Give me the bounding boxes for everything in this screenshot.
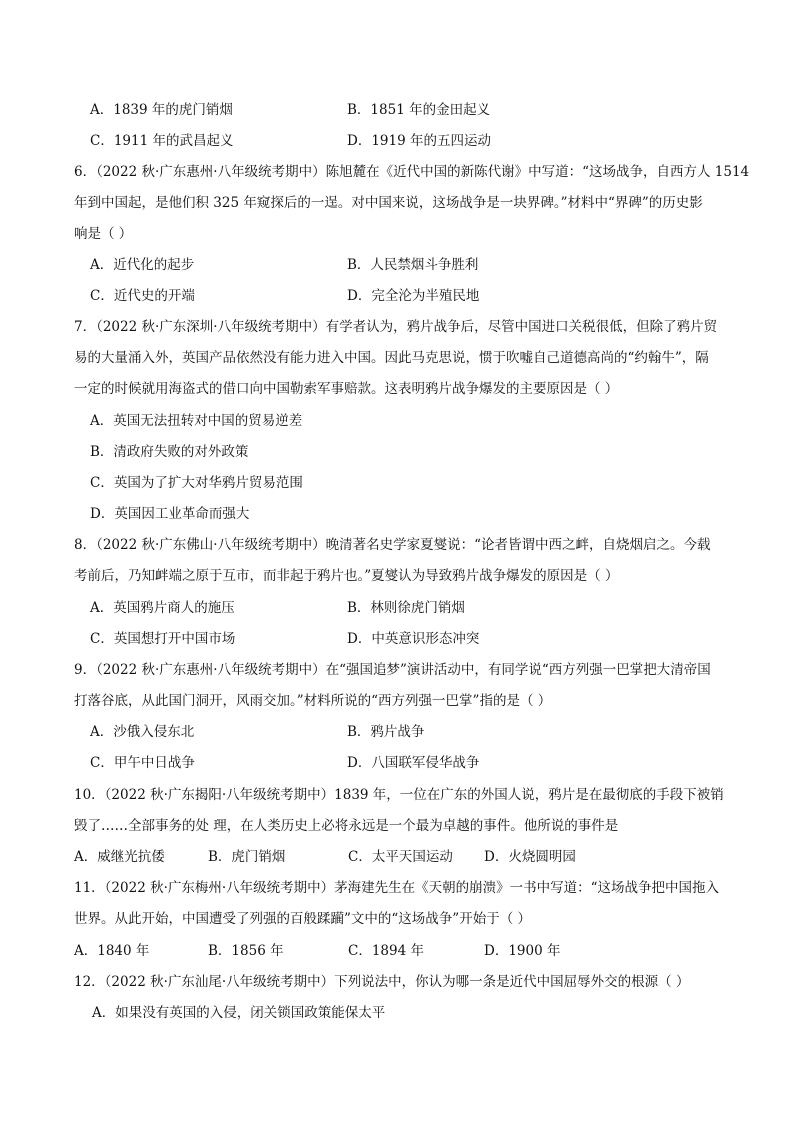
q9-option-b: B．鸦片战争 [347,724,425,740]
q7-option-c: C．英国为了扩大对华鸦片贸易范围 [90,475,303,491]
q11-option-c: C．1894 年 [348,943,424,959]
q12-option-a: A．如果没有英国的入侵，闭关锁国政策能保太平 [92,1005,386,1021]
q11-option-b: B．1856 年 [208,943,284,959]
q8-stem-line-1: 8．（2022 秋·广东佛山·八年级统考期中）晚清著名史学家夏燮说：“论者皆谓中西之衅，自烧烟启之。今载 [74,537,711,553]
q5-option-b: B．1851 年的金田起义 [347,102,491,118]
q7-stem-line-2: 易的大量涌入外，英国产品依然没有能力进入中国。因此马克思说，惯于吹嘘自己道德高尚的“约翰牛”，隔 [74,350,709,366]
q8-option-d: D．中英意识形态冲突 [347,631,480,647]
q8-stem-line-2: 考前后，乃知衅端之原于互市，而非起于鸦片也。”夏燮认为导致鸦片战争爆发的原因是（ ） [74,568,619,584]
q7-option-b: B．清政府失败的对外政策 [90,444,249,460]
q10-stem-line-2: 毁了……全部事务的处 理，在人类历史上必将永远是一个最为卓越的事件。他所说的事件是 [74,818,619,834]
q6-stem-line-1: 6．（2022 秋·广东惠州·八年级统考期中）陈旭麓在《近代中国的新陈代谢》中写道：“这场战争，自西方人 1514 [74,164,750,180]
q6-option-b: B．人民禁烟斗争胜利 [347,257,479,273]
q6-option-c: C．近代史的开端 [90,288,195,304]
q8-option-b: B．林则徐虎门销烟 [347,600,465,616]
q7-stem-line-1: 7．（2022 秋·广东深圳·八年级统考期中）有学者认为，鸦片战争后，尽管中国进口关税很低，但除了鸦片贸 [74,319,718,335]
q10-option-d: D．火烧圆明园 [484,849,576,865]
q11-stem-line-1: 11．（2022 秋·广东梅州·八年级统考期中）茅海建先生在《天朝的崩溃》一书中写道：“这场战争把中国拖入 [74,880,720,896]
q11-stem-line-2: 世界。从此开始，中国遭受了列强的百般蹂躏”文中的“这场战争”开始于（ ） [74,911,531,927]
q7-option-a: A．英国无法扭转对中国的贸易逆差 [90,413,303,429]
q11-option-a: A．1840 年 [74,943,150,959]
q10-stem-line-1: 10．（2022 秋·广东揭阳·八年级统考期中）1839 年，一位在广东的外国人说，鸦片是在最彻底的手段下被销 [74,787,724,803]
q9-option-c: C．甲午中日战争 [90,755,195,771]
q8-option-c: C．英国想打开中国市场 [90,631,236,647]
q5-option-d: D．1919 年的五四运动 [347,133,491,149]
q10-option-c: C．太平天国运动 [348,849,453,865]
q7-option-d: D．英国因工业革命而强大 [90,506,250,522]
q6-option-a: A．近代化的起步 [90,257,195,273]
q10-option-b: B．虎门销烟 [208,849,286,865]
q11-option-d: D．1900 年 [484,943,561,959]
q9-option-a: A．沙俄入侵东北 [90,724,195,740]
q9-stem-line-1: 9．（2022 秋·广东惠州·八年级统考期中）在“强国追梦”演讲活动中，有同学说“西方列强一巴掌把大清帝国 [74,662,711,678]
q6-stem-line-2: 年到中国起，是他们积 325 年窥探后的一逞。对中国来说，这场战争是一块界碑。”材料中“界碑”的历史影 [74,195,703,211]
q6-stem-line-3: 响是（ ） [74,226,133,242]
q6-option-d: D．完全沦为半殖民地 [347,288,480,304]
q9-option-d: D．八国联军侵华战争 [347,755,480,771]
q7-stem-line-3: 一定的时候就用海盗式的借口向中国勒索军事赔款。这表明鸦片战争爆发的主要原因是（ ） [74,381,619,397]
q10-option-a: A．威继光抗倭 [74,849,165,865]
q12-stem-line-1: 12．（2022 秋·广东汕尾·八年级统考期中）下列说法中，你认为哪一条是近代中国屈辱外交的根源（ ） [74,974,690,990]
q5-option-a: A．1839 年的虎门销烟 [90,102,233,118]
q5-option-c: C．1911 年的武昌起义 [90,133,234,149]
q9-stem-line-2: 打落谷底，从此国门洞开，风雨交加。”材料所说的“西方列强一巴掌”指的是（ ） [74,693,552,709]
q8-option-a: A．英国鸦片商人的施压 [90,600,235,616]
